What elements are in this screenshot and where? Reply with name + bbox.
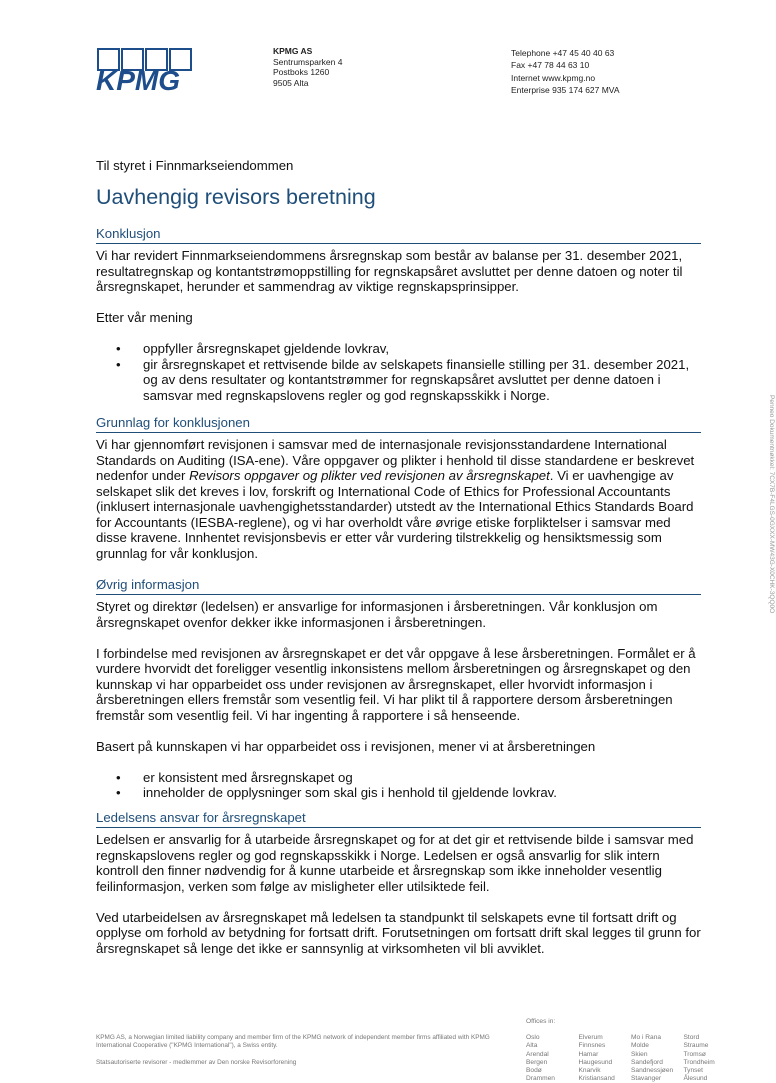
office-name: Stord: [683, 1034, 700, 1041]
office-name: Straume: [683, 1042, 709, 1050]
section-heading: Konklusjon: [96, 226, 701, 244]
section-heading: Grunnlag for konklusjonen: [96, 415, 701, 433]
fax: Fax +47 78 44 63 10: [511, 60, 590, 71]
office-name: Bergen: [526, 1058, 548, 1066]
office-column: [526, 1034, 579, 1083]
paragraph: Basert på kunnskapen vi har opparbeidet oss i revisjonen, mener vi at årsberetningen: [96, 738, 596, 754]
office-name: Tynset: [683, 1067, 703, 1075]
paragraph: [96, 437, 701, 561]
paragraph: Vi har revidert Finnmarkseiendommens årsregnskap som består av balanse per 31. desember 2021, resultatregnskap og kontantstrømoppstilling for regnskapsåret avsluttet per denne datoen og noter til årsregnskapet, herunder et sammendrag av viktige regnskapsprinsipper.: [96, 248, 683, 294]
company-contact: [511, 47, 620, 96]
addressee: Til styret i Finnmarkseiendommen: [96, 158, 294, 173]
paragraph: Etter vår mening: [96, 310, 193, 325]
office-name: Molde: [631, 1042, 649, 1050]
office-name: Stavanger: [631, 1075, 662, 1083]
paragraph: I forbindelse med revisjonen av årsregnskapet er det vår oppgave å lese årsberetningen. Formålet er å vurdere hvorvidt det foreligger vesentlig inkonsistens mellom årsberetningen og årsregnskapet og den kunnskap vi har opparbeidet oss under revisjonen av årsregnskapet, eller hvorvidt informasjon i årsberetningen ellers fremstår som vesentlig feil. Vi har plikt til å rapportere dersom årsberetningen fremstår som vesentlig feil. Vi har ingenting å rapportere i så henseende.: [96, 645, 696, 723]
office-column: [684, 1034, 737, 1083]
emphasis-text: Revisors oppgaver og plikter ved revisjonen av årsregnskapet: [189, 468, 550, 483]
section-konklusjon: [96, 226, 701, 403]
company-address: [273, 46, 342, 88]
list-item: • gir årsregnskapet et rettvisende bilde av selskapets finansielle stilling per 31. desember 2021, og av dens resultater og kontantstrømmer for regnskapsåret avsluttet per denne datoen i samsvar med regnskapslovens regler og god regnskapsskikk i Norge.: [116, 357, 701, 404]
address-line: Postboks 1260: [273, 67, 330, 77]
footer-legal: [96, 1034, 516, 1067]
section-ovrig-informasjon: [96, 577, 701, 801]
bullet-list: [116, 341, 701, 403]
office-name: Trondheim: [683, 1058, 715, 1066]
offices-title: Offices in:: [526, 1018, 556, 1025]
paragraph: Ved utarbeidelsen av årsregnskapet må ledelsen ta standpunkt til selskapets evne til fortsatt drift og opplyse om forhold av betydning for fortsatt drift. Forutsetningen om fortsatt drift skal legges til grunn for årsregnskapet så lenge det ikke er sannsynlig at virksomheten vil bli avviklet.: [96, 909, 701, 956]
paragraph: Ledelsen er ansvarlig for å utarbeide årsregnskapet og for at det gir et rettvisende bilde i samsvar med regnskapslovens regler og god regnskapsskikk i Norge. Ledelsen er også ansvarlig for slik intern kontroll den finner nødvendig for å kunne utarbeide et årsregnskap som ikke inneholder vesentlig feilinformasjon, verken som følge av misligheter eller utilsiktede feil.: [96, 832, 694, 894]
address-line: 9505 Alta: [273, 77, 309, 88]
company-name: KPMG AS: [273, 46, 313, 56]
logo-wordmark: KPMG: [96, 65, 180, 92]
office-name: Oslo: [526, 1034, 540, 1041]
paragraph-text: . Vi er uavhengige av selskapet slik det kreves i lov, forskrift og International Code of Ethics for Professional Accountants (inklusert internasjonale uavhengighetsstandarder) utstedt av the International Ethics Standards Board for Accountants (IESBA-reglene), og vi har overholdt våre øvrige etiske forpliktelser i samsvar med disse kravene. Innhentet revisjonsbevis er etter vår vurdering tilstrekkelig og hensiktsmessig som grunnlag for vår konklusjon.: [96, 468, 694, 561]
bullet-list: [116, 770, 701, 801]
paragraph-text: Vi har gjennomført revisjonen i samsvar med de internasjonale revisjonsstandardene International Standards on Auditing (ISA-ene). Våre oppgaver og plikter i henhold til disse standardene er beskrevet nedenfor under: [96, 437, 695, 483]
office-column: [579, 1034, 632, 1083]
offices-list: [526, 1034, 736, 1083]
list-item: • oppfyller årsregnskapet gjeldende lovkrav,: [116, 341, 701, 357]
office-name: Skien: [631, 1050, 648, 1058]
page-title: Uavhengig revisors beretning: [96, 185, 376, 209]
paragraph: Styret og direktør (ledelsen) er ansvarlige for informasjonen i årsberetningen. Vår konklusjon om årsregnskapet ovenfor dekker ikke informasjonen i årsberetningen.: [96, 599, 658, 630]
address-line: Sentrumsparken 4: [273, 56, 343, 67]
kpmg-logo: [96, 48, 196, 92]
office-name: Sandnessjøen: [631, 1067, 674, 1075]
office-name: Drammen: [526, 1075, 555, 1083]
office-name: Finnsnes: [578, 1042, 606, 1050]
section-heading: Øvrig informasjon: [96, 577, 701, 595]
office-name: Hamar: [578, 1050, 599, 1058]
office-name: Tromsø: [683, 1050, 706, 1058]
office-name: Elverum: [578, 1034, 603, 1041]
telephone: Telephone +47 45 40 40 63: [511, 48, 615, 58]
office-name: Ålesund: [683, 1075, 708, 1083]
legal-text: Statsautoriserte revisorer - medlemmer av Den norske Revisorforening: [96, 1058, 297, 1066]
internet: Internet www.kpmg.no: [511, 72, 596, 83]
section-heading: Ledelsens ansvar for årsregnskapet: [96, 810, 701, 828]
office-name: Bodø: [526, 1067, 542, 1075]
list-item: • inneholder de opplysninger som skal gis i henhold til gjeldende lovkrav.: [116, 785, 701, 801]
office-name: Alta: [526, 1042, 538, 1050]
office-name: Sandefjord: [631, 1058, 663, 1066]
document-key-sidenote: Penneo Dokumentnøkkel: 7CX7B-F4LGS-0GXXX-MW43G-X0CHK-3QQ0O: [768, 395, 775, 614]
office-name: Knarvik: [578, 1067, 601, 1075]
office-name: Kristiansand: [578, 1075, 615, 1083]
office-name: Arendal: [526, 1050, 549, 1058]
section-grunnlag: [96, 415, 701, 561]
office-name: Haugesund: [578, 1058, 613, 1066]
legal-text: KPMG AS, a Norwegian limited liability company and member firm of the KPMG network of independent member firms affiliated with KPMG International Cooperative ("KPMG International"), a Swiss entity.: [96, 1034, 490, 1050]
section-ledelsens-ansvar: [96, 810, 701, 956]
list-item: • er konsistent med årsregnskapet og: [116, 770, 701, 786]
office-column: [631, 1034, 684, 1083]
enterprise-number: Enterprise 935 174 627 MVA: [511, 84, 620, 95]
office-name: Mo i Rana: [631, 1034, 662, 1041]
